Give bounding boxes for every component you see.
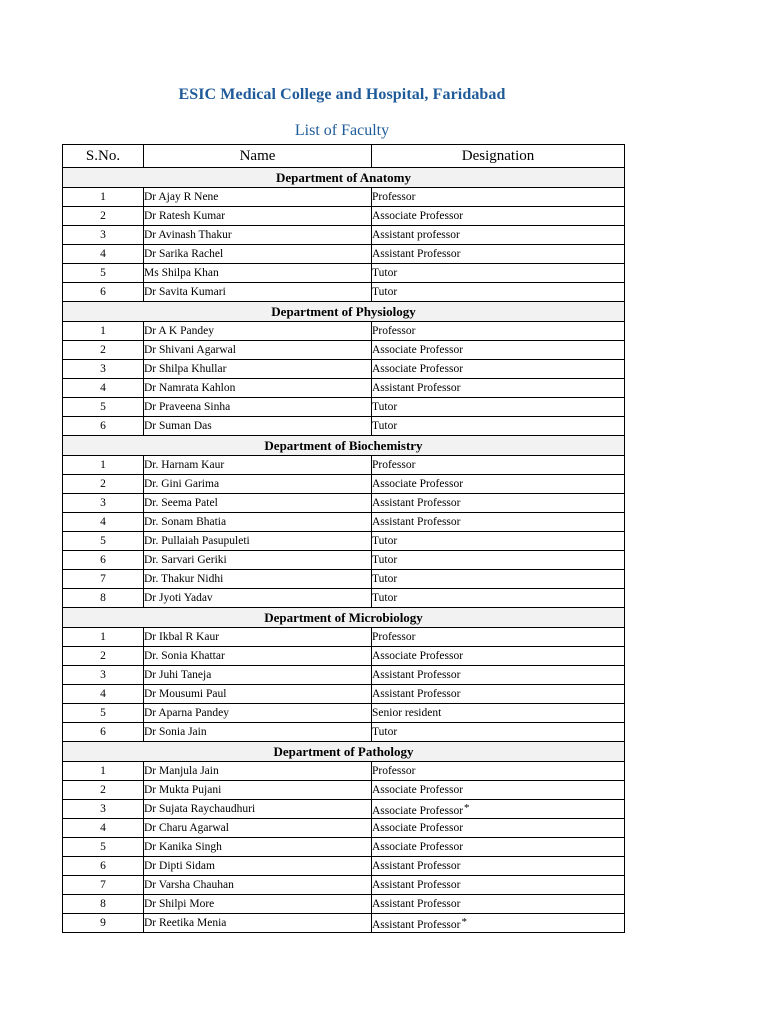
faculty-table-body bbox=[63, 168, 625, 933]
cell-name: Dr Ikbal R Kaur bbox=[144, 628, 372, 647]
table-row bbox=[63, 685, 625, 704]
cell-designation bbox=[372, 781, 625, 800]
table-header-row bbox=[63, 145, 625, 168]
cell-sno: 4 bbox=[63, 245, 144, 264]
cell-sno: 1 bbox=[63, 322, 144, 341]
table-row bbox=[63, 628, 625, 647]
table-row bbox=[63, 570, 625, 589]
cell-sno: 7 bbox=[63, 876, 144, 895]
cell-sno: 1 bbox=[63, 188, 144, 207]
table-row bbox=[63, 666, 625, 685]
cell-designation bbox=[372, 762, 625, 781]
cell-designation bbox=[372, 838, 625, 857]
designation-text: Assistant Professor bbox=[372, 879, 461, 891]
cell-sno: 2 bbox=[63, 475, 144, 494]
cell-name: Dr Mousumi Paul bbox=[144, 685, 372, 704]
cell-sno: 7 bbox=[63, 570, 144, 589]
table-row bbox=[63, 207, 625, 226]
cell-designation bbox=[372, 895, 625, 914]
cell-name: Dr A K Pandey bbox=[144, 322, 372, 341]
table-row bbox=[63, 226, 625, 245]
table-row bbox=[63, 551, 625, 570]
designation-text: Tutor bbox=[372, 592, 398, 604]
asterisk-mark: * bbox=[464, 801, 470, 814]
cell-name: Dr Sonia Jain bbox=[144, 723, 372, 742]
designation-text: Associate Professor bbox=[372, 822, 464, 834]
department-row bbox=[63, 436, 625, 456]
cell-sno: 9 bbox=[63, 914, 144, 933]
table-row bbox=[63, 723, 625, 742]
header-designation: Designation bbox=[372, 145, 625, 168]
cell-sno: 6 bbox=[63, 417, 144, 436]
designation-text: Assistant Professor bbox=[372, 860, 461, 872]
designation-text: Professor bbox=[372, 765, 416, 777]
designation-text: Associate Professor bbox=[372, 650, 464, 662]
cell-sno: 6 bbox=[63, 857, 144, 876]
cell-name: Dr Ajay R Nene bbox=[144, 188, 372, 207]
cell-designation bbox=[372, 589, 625, 608]
cell-designation bbox=[372, 647, 625, 666]
cell-name: Dr Shilpa Khullar bbox=[144, 360, 372, 379]
cell-sno: 2 bbox=[63, 647, 144, 666]
table-row bbox=[63, 283, 625, 302]
cell-sno: 4 bbox=[63, 819, 144, 838]
cell-designation bbox=[372, 704, 625, 723]
designation-text: Tutor bbox=[372, 535, 398, 547]
table-row bbox=[63, 914, 625, 933]
designation-text: Professor bbox=[372, 325, 416, 337]
cell-name: Dr Jyoti Yadav bbox=[144, 589, 372, 608]
table-row bbox=[63, 895, 625, 914]
cell-designation bbox=[372, 417, 625, 436]
table-row bbox=[63, 245, 625, 264]
cell-name: Dr. Sonam Bhatia bbox=[144, 513, 372, 532]
table-row bbox=[63, 800, 625, 819]
table-row bbox=[63, 475, 625, 494]
department-row bbox=[63, 168, 625, 188]
cell-name: Dr Mukta Pujani bbox=[144, 781, 372, 800]
cell-designation bbox=[372, 226, 625, 245]
table-row bbox=[63, 762, 625, 781]
cell-sno: 3 bbox=[63, 226, 144, 245]
designation-text: Associate Professor bbox=[372, 363, 464, 375]
table-row bbox=[63, 781, 625, 800]
cell-name: Dr Charu Agarwal bbox=[144, 819, 372, 838]
cell-designation bbox=[372, 532, 625, 551]
cell-designation bbox=[372, 379, 625, 398]
cell-name: Dr Praveena Sinha bbox=[144, 398, 372, 417]
designation-text: Tutor bbox=[372, 420, 398, 432]
designation-text: Tutor bbox=[372, 286, 398, 298]
cell-sno: 5 bbox=[63, 838, 144, 857]
cell-name: Dr Sujata Raychaudhuri bbox=[144, 800, 372, 819]
cell-sno: 6 bbox=[63, 283, 144, 302]
designation-text: Assistant professor bbox=[372, 229, 460, 241]
cell-designation bbox=[372, 283, 625, 302]
cell-name: Dr. Sarvari Geriki bbox=[144, 551, 372, 570]
cell-name: Dr Kanika Singh bbox=[144, 838, 372, 857]
table-row bbox=[63, 188, 625, 207]
designation-text: Assistant Professor bbox=[372, 497, 461, 509]
cell-sno: 5 bbox=[63, 532, 144, 551]
cell-name: Dr Aparna Pandey bbox=[144, 704, 372, 723]
cell-sno: 2 bbox=[63, 341, 144, 360]
cell-name: Dr Suman Das bbox=[144, 417, 372, 436]
cell-name: Ms Shilpa Khan bbox=[144, 264, 372, 283]
cell-designation bbox=[372, 628, 625, 647]
cell-designation bbox=[372, 456, 625, 475]
cell-sno: 8 bbox=[63, 895, 144, 914]
header-sno: S.No. bbox=[63, 145, 144, 168]
cell-designation bbox=[372, 819, 625, 838]
table-row bbox=[63, 532, 625, 551]
table-row bbox=[63, 838, 625, 857]
designation-text: Assistant Professor bbox=[372, 669, 461, 681]
designation-text: Senior resident bbox=[372, 707, 442, 719]
page-title: ESIC Medical College and Hospital, Faridabad bbox=[178, 86, 506, 103]
designation-text: Professor bbox=[372, 631, 416, 643]
cell-designation bbox=[372, 245, 625, 264]
cell-sno: 4 bbox=[63, 379, 144, 398]
designation-text: Associate Professor bbox=[372, 841, 464, 853]
designation-text: Assistant Professor bbox=[372, 918, 461, 931]
cell-designation bbox=[372, 341, 625, 360]
table-row bbox=[63, 647, 625, 666]
designation-text: Assistant Professor bbox=[372, 248, 461, 260]
designation-text: Associate Professor bbox=[372, 344, 464, 356]
table-row bbox=[63, 360, 625, 379]
cell-sno: 2 bbox=[63, 207, 144, 226]
cell-name: Dr. Sonia Khattar bbox=[144, 647, 372, 666]
designation-text: Assistant Professor bbox=[372, 688, 461, 700]
designation-text: Tutor bbox=[372, 267, 398, 279]
cell-designation bbox=[372, 685, 625, 704]
table-row bbox=[63, 513, 625, 532]
designation-text: Associate Professor bbox=[372, 804, 464, 817]
cell-name: Dr. Seema Patel bbox=[144, 494, 372, 513]
cell-designation bbox=[372, 876, 625, 895]
designation-text: Tutor bbox=[372, 554, 398, 566]
designation-text: Professor bbox=[372, 459, 416, 471]
designation-text: Tutor bbox=[372, 401, 398, 413]
cell-name: Dr Reetika Menia bbox=[144, 914, 372, 933]
designation-text: Associate Professor bbox=[372, 784, 464, 796]
cell-sno: 1 bbox=[63, 762, 144, 781]
cell-name: Dr Ratesh Kumar bbox=[144, 207, 372, 226]
table-row bbox=[63, 341, 625, 360]
department-heading: Department of Pathology bbox=[63, 742, 625, 762]
department-row bbox=[63, 742, 625, 762]
table-row bbox=[63, 322, 625, 341]
table-row bbox=[63, 417, 625, 436]
cell-sno: 8 bbox=[63, 589, 144, 608]
table-row bbox=[63, 876, 625, 895]
cell-name: Dr Shivani Agarwal bbox=[144, 341, 372, 360]
cell-name: Dr Namrata Kahlon bbox=[144, 379, 372, 398]
designation-text: Assistant Professor bbox=[372, 382, 461, 394]
cell-sno: 1 bbox=[63, 456, 144, 475]
cell-name: Dr Dipti Sidam bbox=[144, 857, 372, 876]
cell-designation bbox=[372, 551, 625, 570]
cell-designation bbox=[372, 360, 625, 379]
asterisk-mark: * bbox=[461, 915, 467, 928]
designation-text: Assistant Professor bbox=[372, 516, 461, 528]
cell-name: Dr Varsha Chauhan bbox=[144, 876, 372, 895]
table-row bbox=[63, 819, 625, 838]
cell-designation bbox=[372, 666, 625, 685]
cell-designation bbox=[372, 513, 625, 532]
cell-designation bbox=[372, 188, 625, 207]
cell-sno: 5 bbox=[63, 704, 144, 723]
header-name: Name bbox=[144, 145, 372, 168]
cell-sno: 6 bbox=[63, 551, 144, 570]
list-title: List of Faculty bbox=[294, 122, 390, 139]
cell-name: Dr Shilpi More bbox=[144, 895, 372, 914]
cell-name: Dr. Gini Garima bbox=[144, 475, 372, 494]
cell-name: Dr. Pullaiah Pasupuleti bbox=[144, 532, 372, 551]
cell-sno: 3 bbox=[63, 666, 144, 685]
cell-designation bbox=[372, 570, 625, 589]
designation-text: Associate Professor bbox=[372, 210, 464, 222]
cell-sno: 5 bbox=[63, 398, 144, 417]
table-row bbox=[63, 456, 625, 475]
table-row bbox=[63, 589, 625, 608]
cell-sno: 2 bbox=[63, 781, 144, 800]
cell-designation bbox=[372, 322, 625, 341]
cell-sno: 1 bbox=[63, 628, 144, 647]
cell-name: Dr Manjula Jain bbox=[144, 762, 372, 781]
department-heading: Department of Anatomy bbox=[63, 168, 625, 188]
department-heading: Department of Microbiology bbox=[63, 608, 625, 628]
designation-text: Tutor bbox=[372, 573, 398, 585]
cell-sno: 6 bbox=[63, 723, 144, 742]
cell-sno: 3 bbox=[63, 800, 144, 819]
cell-designation bbox=[372, 398, 625, 417]
cell-designation bbox=[372, 475, 625, 494]
cell-designation bbox=[372, 857, 625, 876]
designation-text: Professor bbox=[372, 191, 416, 203]
cell-designation bbox=[372, 800, 625, 819]
designation-text: Associate Professor bbox=[372, 478, 464, 490]
cell-name: Dr Juhi Taneja bbox=[144, 666, 372, 685]
cell-name: Dr. Harnam Kaur bbox=[144, 456, 372, 475]
table-row bbox=[63, 379, 625, 398]
cell-name: Dr. Thakur Nidhi bbox=[144, 570, 372, 589]
cell-sno: 4 bbox=[63, 685, 144, 704]
department-heading: Department of Biochemistry bbox=[63, 436, 625, 456]
cell-name: Dr Savita Kumari bbox=[144, 283, 372, 302]
cell-designation bbox=[372, 723, 625, 742]
department-heading: Department of Physiology bbox=[63, 302, 625, 322]
faculty-table bbox=[62, 144, 625, 933]
cell-designation bbox=[372, 207, 625, 226]
designation-text: Assistant Professor bbox=[372, 898, 461, 910]
cell-designation bbox=[372, 264, 625, 283]
department-row bbox=[63, 302, 625, 322]
table-row bbox=[63, 857, 625, 876]
cell-sno: 4 bbox=[63, 513, 144, 532]
cell-designation bbox=[372, 914, 625, 933]
table-row bbox=[63, 704, 625, 723]
cell-sno: 5 bbox=[63, 264, 144, 283]
department-row bbox=[63, 608, 625, 628]
table-row bbox=[63, 494, 625, 513]
table-row bbox=[63, 264, 625, 283]
cell-designation bbox=[372, 494, 625, 513]
cell-sno: 3 bbox=[63, 494, 144, 513]
designation-text: Tutor bbox=[372, 726, 398, 738]
cell-name: Dr Sarika Rachel bbox=[144, 245, 372, 264]
table-row bbox=[63, 398, 625, 417]
cell-sno: 3 bbox=[63, 360, 144, 379]
cell-name: Dr Avinash Thakur bbox=[144, 226, 372, 245]
